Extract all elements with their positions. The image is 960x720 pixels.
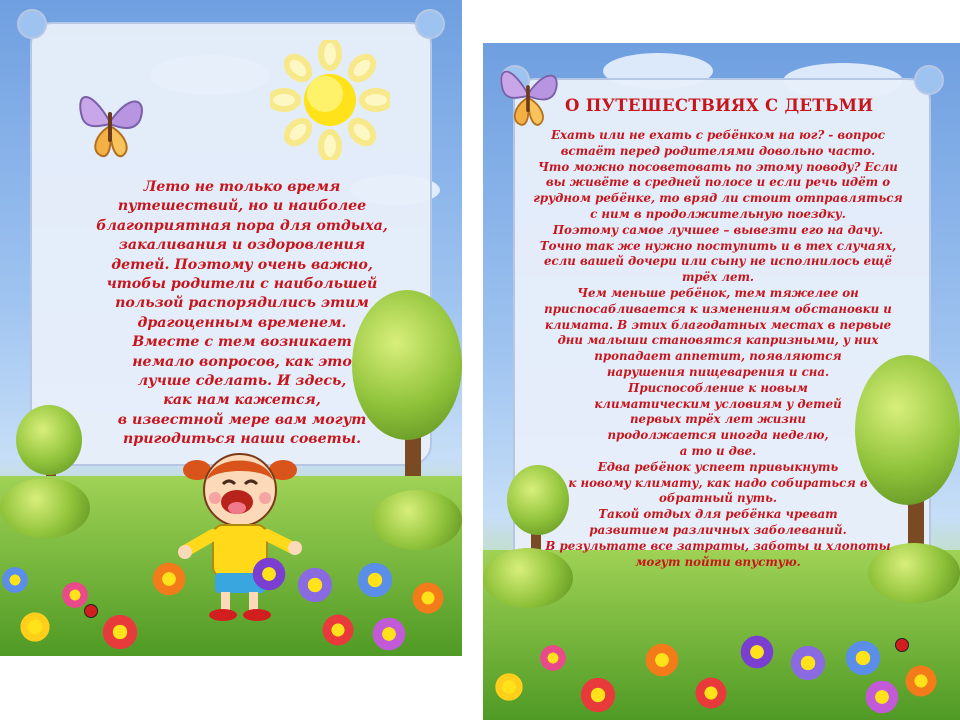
tree-icon	[352, 290, 462, 440]
frame-notch	[17, 9, 47, 39]
text-line: пригодиться наши советы.	[122, 431, 362, 448]
flower-icon	[250, 555, 288, 593]
girl-character	[175, 440, 305, 625]
flower-icon	[370, 615, 408, 653]
text-line: пропадает аппетит, появляются	[594, 349, 842, 364]
text-line: в известной мере вам могут	[117, 411, 367, 428]
flower-icon	[295, 565, 335, 605]
flower-icon	[18, 610, 52, 644]
right-poster-title: О ПУТЕШЕСТВИЯХ С ДЕТЬМИ	[565, 96, 874, 115]
text-line: чтобы родители с наибольшей	[106, 276, 378, 293]
text-line: немало вопросов, как это	[132, 353, 352, 370]
flower-icon	[493, 671, 525, 703]
flower-icon	[355, 560, 395, 600]
flower-icon	[538, 643, 568, 673]
text-line: первых трёх лет жизни	[629, 412, 806, 427]
text-line: лучше сделать. И здесь,	[137, 373, 347, 390]
text-line: с ним в продолжительную поездку.	[590, 206, 846, 221]
left-poster	[0, 0, 462, 656]
text-line: дни малыши становятся капризными, у них	[557, 333, 879, 348]
text-line: Едва ребёнок успеет привыкнуть	[597, 459, 839, 474]
text-line: встаёт перед родителями довольно часто.	[560, 143, 876, 158]
right-paragraph	[514, 128, 922, 570]
flower-icon	[578, 675, 618, 715]
flower-icon	[738, 633, 776, 671]
text-line: если вашей дочери или сыну не исполнилось ещё	[543, 254, 893, 269]
text-line: могут пойти впустую.	[635, 554, 801, 569]
butterfly-icon	[70, 82, 150, 164]
text-line: В результате все затраты, заботы и хлопоты	[545, 538, 891, 553]
text-line: грудном ребёнке, то вряд ли стоит отправляться	[533, 191, 903, 206]
ladybug-icon	[84, 604, 98, 618]
ladybug-icon	[895, 638, 909, 652]
flower-icon	[100, 612, 140, 652]
flower-icon	[843, 638, 883, 678]
flower-icon	[150, 560, 188, 598]
text-line: детей. Поэтому очень важно,	[111, 256, 373, 273]
text-line: вы живёте в средней полосе и если речь идёт о	[545, 175, 891, 190]
text-line: Такой отдых для ребёнка чреват	[598, 507, 838, 522]
flower-icon	[320, 612, 356, 648]
text-line: Поэтому самое лучшее – вывезти его на дачу.	[552, 222, 884, 237]
flower-icon	[0, 565, 30, 595]
text-line: закаливания и оздоровления	[118, 237, 366, 254]
text-line: драгоценным временем.	[137, 314, 347, 331]
text-line: развитием различных заболеваний.	[589, 522, 847, 537]
left-paragraph	[92, 178, 392, 450]
flower-icon	[643, 641, 681, 679]
flower-icon	[788, 643, 828, 683]
text-line: продолжается иногда неделю,	[607, 428, 829, 443]
text-line: Точно так же нужно поступить и в тех случаях,	[539, 238, 897, 253]
text-line: Что можно посоветовать по этому поводу? Если	[538, 159, 898, 174]
text-line: Чем меньше ребёнок, тем тяжелее он	[577, 285, 859, 300]
flower-icon	[903, 663, 939, 699]
text-line: Ехать или не ехать с ребёнком на юг? - вопрос	[551, 128, 885, 142]
text-line: нарушения пищеварения и сна.	[606, 364, 830, 379]
text-line: обратный путь.	[658, 491, 778, 506]
text-line: Приспособление к новым	[628, 380, 808, 395]
text-line: путешествий, но и наиболее	[117, 198, 367, 215]
text-line: пользой распорядились этим	[115, 295, 369, 312]
text-line: а то и две.	[679, 443, 757, 458]
flower-icon	[693, 675, 729, 711]
text-line: приспосабливается к изменениям обстановки и	[544, 301, 892, 316]
tree-icon	[16, 405, 82, 475]
flower-icon	[863, 678, 901, 716]
frame-notch	[415, 9, 445, 39]
sun-icon	[270, 40, 390, 160]
text-line: Вместе с тем возникает	[132, 334, 352, 351]
flower-icon	[410, 580, 446, 616]
text-line: как нам кажется,	[163, 392, 321, 409]
text-line: трёх лет.	[681, 270, 755, 285]
bush-icon	[372, 490, 462, 550]
text-line: климатическим условиям у детей	[594, 396, 842, 411]
frame-notch	[914, 65, 944, 95]
text-line: климата. В этих благодатных местах в первые	[544, 317, 892, 332]
text-line: благоприятная пора для отдыха,	[96, 217, 388, 234]
butterfly-icon	[492, 58, 564, 132]
text-line: Лето не только время	[143, 179, 341, 195]
bush-icon	[0, 478, 90, 538]
text-line: к новому климату, как надо собираться в	[568, 475, 868, 490]
